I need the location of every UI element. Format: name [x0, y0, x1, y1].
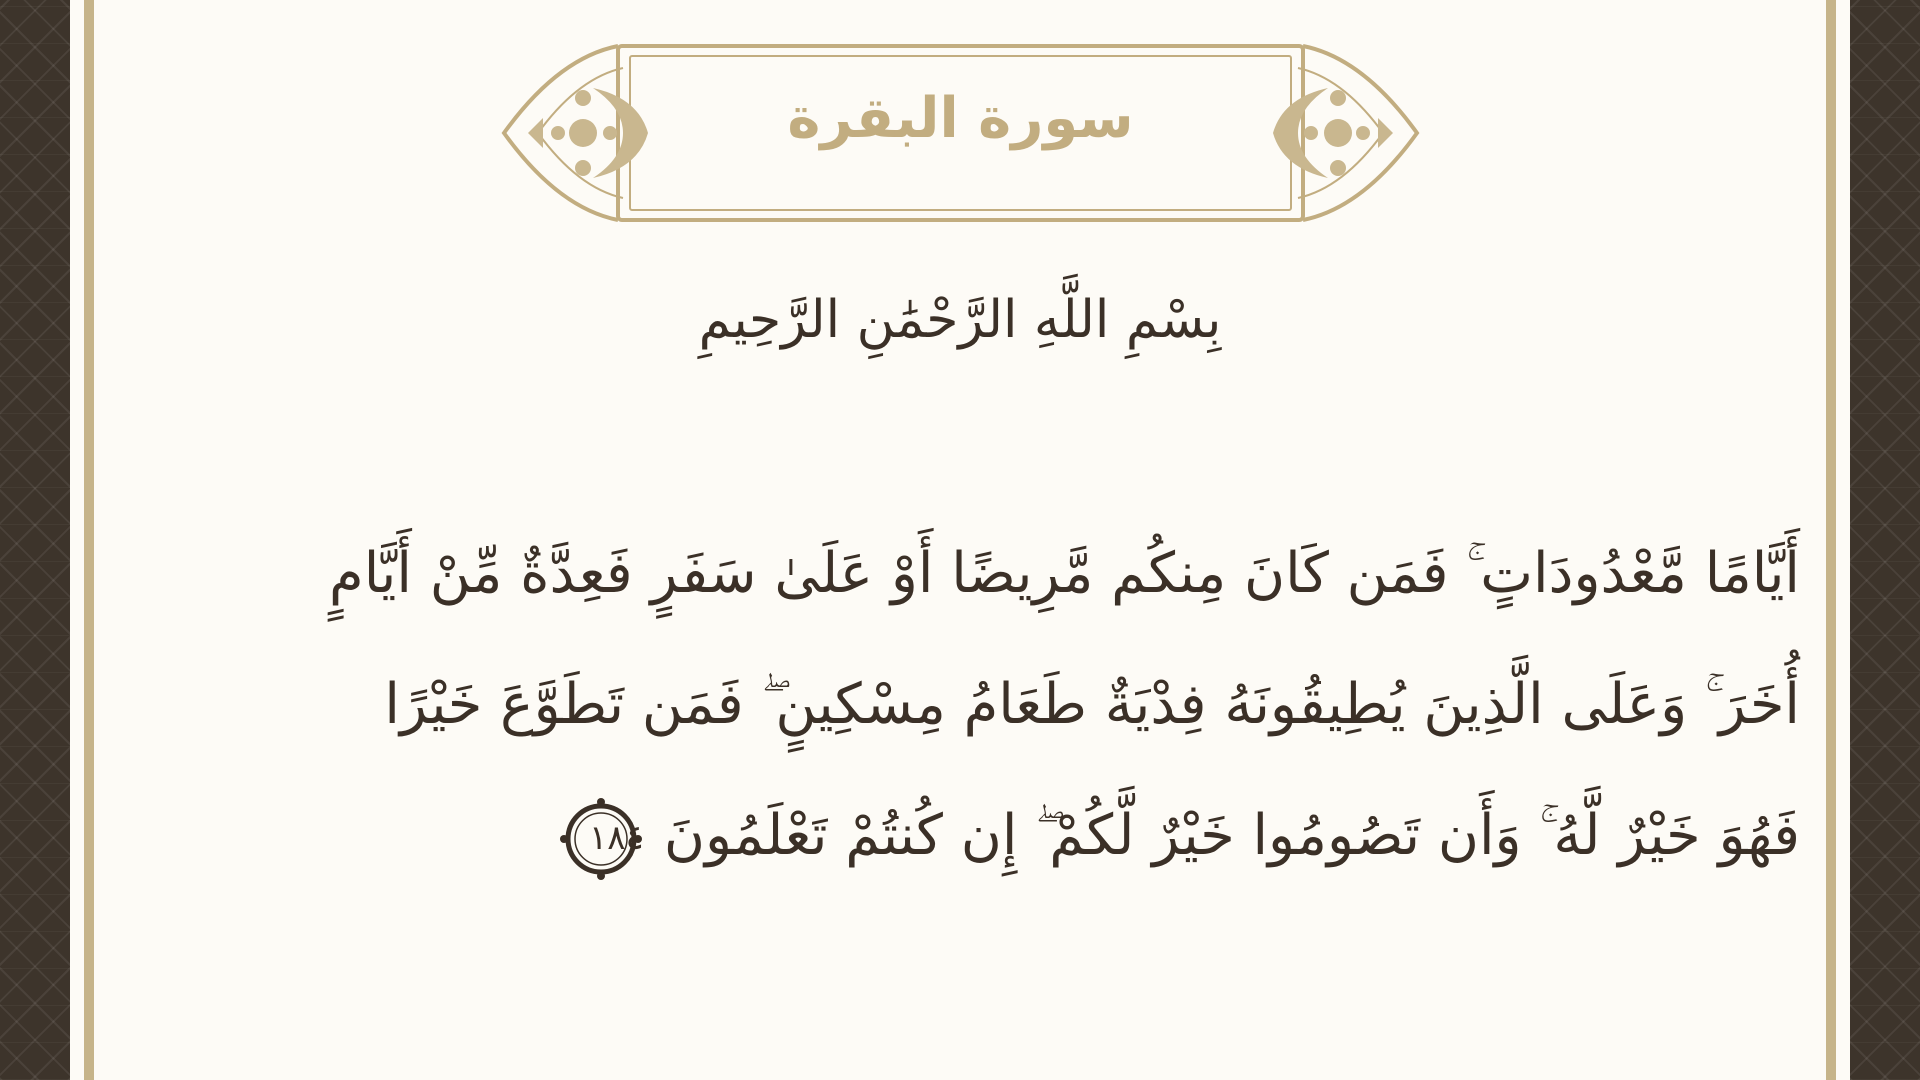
left-ornamental-border — [0, 0, 70, 1080]
surah-title: سورة البقرة — [787, 86, 1134, 151]
left-gold-rule — [84, 0, 94, 1080]
verse-line: أُخَرَ ۚ وَعَلَى الَّذِينَ يُطِيقُونَهُ فِدْيَةٌ طَعَامُ مِسْكِينٍ ۖ فَمَن تَطَوَّعَ خَيْرًا — [384, 672, 1800, 737]
verse-text — [200, 508, 1800, 901]
verse-line-text: فَهُوَ خَيْرٌ لَّهُ ۚ وَأَن تَصُومُوا خَيْرٌ لَّكُمْ ۖ إِن كُنتُمْ تَعْلَمُونَ — [663, 803, 1800, 868]
right-gold-rule — [1826, 0, 1836, 1080]
surah-title-cartouche — [498, 38, 1423, 228]
verse-line: أَيَّامًا مَّعْدُودَاتٍ ۚ فَمَن كَانَ مِنكُم مَّرِيضًا أَوْ عَلَىٰ سَفَرٍ فَعِدَّةٌ مِّنْ أَيَّامٍ — [329, 541, 1800, 606]
right-ornamental-border — [1850, 0, 1920, 1080]
ayah-end-marker — [558, 796, 644, 882]
basmala-calligraphy: بِسْمِ اللَّهِ الرَّحْمَٰنِ الرَّحِيمِ — [698, 290, 1222, 350]
ayah-number: ١٨٤ — [589, 817, 644, 858]
verse-line-last — [200, 770, 1800, 901]
